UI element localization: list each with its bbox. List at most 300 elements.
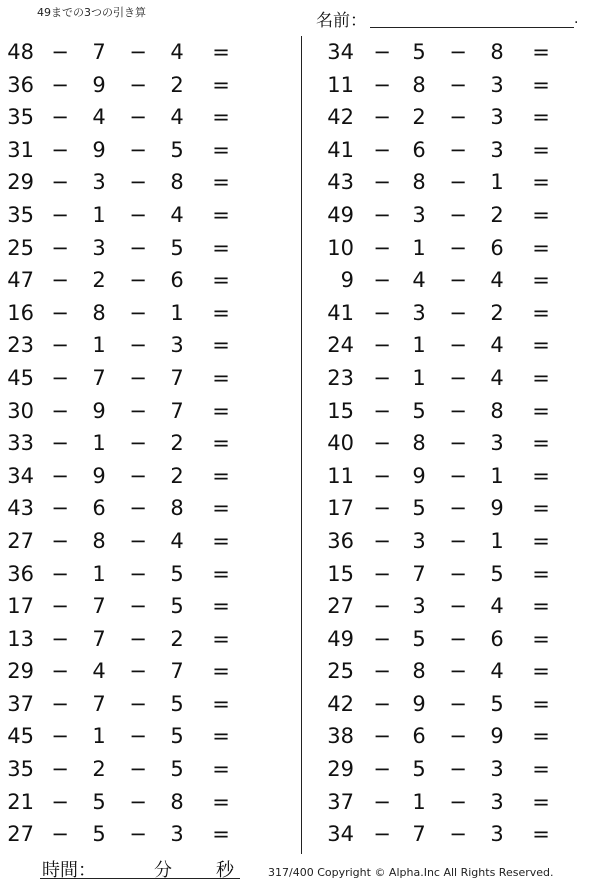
minus-sign: − [373,365,391,390]
equals-sign: = [532,202,550,227]
equals-sign: = [532,757,550,782]
minus-sign: − [129,528,147,553]
equals-sign: = [212,659,230,684]
minus-sign: − [51,40,69,64]
subtrahend-2: 2 [490,300,504,325]
problem-row [320,818,600,851]
minuend: 27 [327,594,354,619]
subtrahend-1: 9 [92,398,106,423]
subtrahend-1: 3 [412,528,426,553]
minuend: 36 [327,528,354,553]
minus-sign: − [449,659,467,684]
problem-row [0,786,300,819]
problem-row [0,492,300,525]
subtrahend-1: 7 [92,691,106,716]
minus-sign: − [449,561,467,586]
equals-sign: = [212,691,230,716]
subtrahend-2: 5 [490,691,504,716]
subtrahend-2: 3 [490,72,504,97]
minus-sign: − [449,202,467,227]
minus-sign: − [449,496,467,521]
subtrahend-2: 9 [490,724,504,749]
subtrahend-2: 4 [170,40,184,64]
equals-sign: = [212,789,230,814]
subtrahend-1: 8 [412,659,426,684]
equals-sign: = [212,822,230,847]
minuend: 36 [7,561,34,586]
minus-sign: − [373,528,391,553]
problem-row [0,558,300,591]
problem-row [0,623,300,656]
subtrahend-1: 7 [92,594,106,619]
minus-sign: − [449,105,467,130]
equals-sign: = [532,431,550,456]
subtrahend-2: 1 [490,463,504,488]
problem-row [320,525,600,558]
subtrahend-2: 3 [490,789,504,814]
problem-row [0,134,300,167]
minus-sign: − [129,235,147,260]
equals-sign: = [532,170,550,195]
subtrahend-1: 3 [412,300,426,325]
minuend: 33 [7,431,34,456]
minuend: 10 [327,235,354,260]
equals-sign: = [212,235,230,260]
subtrahend-2: 5 [170,757,184,782]
equals-sign: = [532,137,550,162]
subtrahend-2: 3 [490,822,504,847]
minus-sign: − [129,561,147,586]
minus-sign: − [449,268,467,293]
subtrahend-2: 8 [490,398,504,423]
subtrahend-1: 5 [412,757,426,782]
minus-sign: − [51,268,69,293]
equals-sign: = [212,202,230,227]
subtrahend-2: 5 [170,594,184,619]
minus-sign: − [51,528,69,553]
equals-sign: = [212,300,230,325]
minuend: 48 [7,40,34,64]
minus-sign: − [449,463,467,488]
subtrahend-2: 4 [490,365,504,390]
column-divider [301,36,302,854]
equals-sign: = [212,528,230,553]
minus-sign: − [373,300,391,325]
worksheet-title: 49までの3つの引き算 [37,6,146,19]
minus-sign: − [373,789,391,814]
minuend: 27 [7,528,34,553]
minus-sign: − [51,561,69,586]
minuend: 47 [7,268,34,293]
equals-sign: = [532,333,550,358]
equals-sign: = [532,72,550,97]
problem-row [320,362,600,395]
minuend: 9 [340,268,354,293]
subtrahend-2: 8 [490,40,504,64]
minus-sign: − [449,72,467,97]
minus-sign: − [373,594,391,619]
subtrahend-1: 1 [412,235,426,260]
minus-sign: − [449,40,467,64]
problem-row [320,655,600,688]
minus-sign: − [129,365,147,390]
problem-row [0,688,300,721]
equals-sign: = [212,626,230,651]
minus-sign: − [373,398,391,423]
minus-sign: − [373,691,391,716]
subtrahend-2: 5 [170,235,184,260]
subtrahend-1: 4 [92,659,106,684]
subtrahend-1: 3 [412,594,426,619]
minus-sign: − [51,496,69,521]
subtrahend-1: 7 [92,365,106,390]
subtrahend-2: 2 [490,202,504,227]
subtrahend-1: 5 [412,40,426,64]
minus-sign: − [373,40,391,64]
minuend: 45 [7,724,34,749]
subtrahend-2: 3 [170,333,184,358]
minus-sign: − [51,105,69,130]
minuend: 29 [7,659,34,684]
minus-sign: − [373,757,391,782]
subtrahend-2: 5 [170,724,184,749]
minus-sign: − [373,463,391,488]
subtrahend-2: 5 [170,561,184,586]
time-underline [40,878,240,879]
minus-sign: − [51,300,69,325]
equals-sign: = [532,626,550,651]
minuend: 25 [7,235,34,260]
minus-sign: − [373,72,391,97]
minus-sign: − [129,202,147,227]
minuend: 36 [7,72,34,97]
minuend: 38 [327,724,354,749]
minus-sign: − [373,170,391,195]
minuend: 29 [327,757,354,782]
subtrahend-2: 8 [170,170,184,195]
minus-sign: − [129,72,147,97]
minuend: 34 [327,822,354,847]
equals-sign: = [212,757,230,782]
minus-sign: − [449,594,467,619]
subtrahend-1: 8 [412,72,426,97]
minuend: 30 [7,398,34,423]
minuend: 13 [7,626,34,651]
minutes-label: 分 [154,860,172,881]
equals-sign: = [532,528,550,553]
minuend: 34 [7,463,34,488]
equals-sign: = [212,431,230,456]
subtrahend-2: 8 [170,496,184,521]
minus-sign: − [129,594,147,619]
minus-sign: − [129,626,147,651]
equals-sign: = [212,365,230,390]
minuend: 42 [327,691,354,716]
minus-sign: − [449,333,467,358]
equals-sign: = [212,496,230,521]
problem-row [320,786,600,819]
problem-row [0,329,300,362]
equals-sign: = [212,137,230,162]
minuend: 25 [327,659,354,684]
minus-sign: − [51,202,69,227]
minus-sign: − [51,398,69,423]
minus-sign: − [129,398,147,423]
problem-row [0,264,300,297]
minus-sign: − [129,268,147,293]
problem-row [0,720,300,753]
minus-sign: − [373,105,391,130]
subtrahend-2: 5 [170,691,184,716]
minus-sign: − [129,463,147,488]
subtrahend-2: 3 [490,105,504,130]
minus-sign: − [51,594,69,619]
subtrahend-1: 9 [412,691,426,716]
minus-sign: − [449,398,467,423]
problem-row [320,329,600,362]
minuend: 49 [327,202,354,227]
minus-sign: − [129,137,147,162]
subtrahend-2: 4 [170,202,184,227]
subtrahend-2: 4 [490,333,504,358]
minuend: 16 [7,300,34,325]
minus-sign: − [449,691,467,716]
subtrahend-2: 4 [490,659,504,684]
minuend: 27 [7,822,34,847]
subtrahend-2: 1 [170,300,184,325]
subtrahend-2: 4 [490,594,504,619]
minus-sign: − [51,691,69,716]
problem-row [320,36,600,69]
subtrahend-1: 1 [412,333,426,358]
problem-row [320,232,600,265]
problem-row [0,101,300,134]
time-label: 時間： [42,860,96,881]
problem-row [0,199,300,232]
subtrahend-1: 5 [92,822,106,847]
subtrahend-2: 2 [170,463,184,488]
problem-row [320,264,600,297]
equals-sign: = [212,398,230,423]
minuend: 24 [327,333,354,358]
subtrahend-2: 1 [490,528,504,553]
minus-sign: − [373,561,391,586]
name-blank-line[interactable] [370,27,574,28]
subtrahend-1: 1 [92,724,106,749]
problem-row [320,753,600,786]
minuend: 42 [327,105,354,130]
subtrahend-2: 5 [170,137,184,162]
minus-sign: − [51,431,69,456]
equals-sign: = [212,561,230,586]
problem-row [320,623,600,656]
equals-sign: = [532,235,550,260]
minus-sign: − [51,626,69,651]
problem-row [320,166,600,199]
subtrahend-1: 6 [92,496,106,521]
equals-sign: = [212,40,230,64]
minus-sign: − [51,789,69,814]
problem-row [0,818,300,851]
minus-sign: − [129,822,147,847]
subtrahend-1: 5 [412,626,426,651]
subtrahend-1: 1 [92,561,106,586]
minus-sign: − [373,268,391,293]
minus-sign: − [373,626,391,651]
problem-row [320,460,600,493]
minus-sign: − [51,822,69,847]
minus-sign: − [449,170,467,195]
subtrahend-1: 8 [412,170,426,195]
subtrahend-2: 4 [170,105,184,130]
problem-column-right [320,36,600,851]
subtrahend-1: 1 [92,202,106,227]
minuend: 11 [327,463,354,488]
subtrahend-1: 3 [92,235,106,260]
problem-row [320,101,600,134]
minuend: 35 [7,202,34,227]
subtrahend-2: 6 [490,626,504,651]
minus-sign: − [449,822,467,847]
minus-sign: − [373,235,391,260]
minuend: 49 [327,626,354,651]
minus-sign: − [373,431,391,456]
problem-row [320,590,600,623]
minus-sign: − [449,235,467,260]
problem-row [320,427,600,460]
equals-sign: = [532,268,550,293]
equals-sign: = [212,105,230,130]
problem-column-left [0,36,300,851]
minus-sign: − [129,496,147,521]
subtrahend-1: 2 [92,268,106,293]
minus-sign: − [449,365,467,390]
minus-sign: − [373,659,391,684]
subtrahend-2: 8 [170,789,184,814]
subtrahend-2: 3 [490,757,504,782]
subtrahend-1: 5 [412,496,426,521]
minus-sign: − [51,72,69,97]
subtrahend-1: 2 [412,105,426,130]
problem-row [0,362,300,395]
equals-sign: = [532,561,550,586]
minuend: 37 [327,789,354,814]
minus-sign: − [129,300,147,325]
subtrahend-1: 8 [412,431,426,456]
subtrahend-2: 3 [490,431,504,456]
equals-sign: = [212,333,230,358]
copyright-text: 317/400 Copyright © Alpha.Inc All Rights Reserved. [268,866,554,879]
minus-sign: − [373,202,391,227]
problem-row [0,655,300,688]
subtrahend-1: 3 [412,202,426,227]
equals-sign: = [212,170,230,195]
problem-row [0,232,300,265]
minuend: 40 [327,431,354,456]
minuend: 43 [7,496,34,521]
name-period: . [574,11,579,27]
minus-sign: − [129,105,147,130]
minus-sign: − [449,137,467,162]
problem-row [0,297,300,330]
minuend: 35 [7,105,34,130]
subtrahend-1: 8 [92,300,106,325]
minuend: 15 [327,398,354,423]
minuend: 45 [7,365,34,390]
problem-row [0,427,300,460]
subtrahend-1: 9 [92,137,106,162]
minus-sign: − [449,724,467,749]
minuend: 41 [327,300,354,325]
problem-row [0,525,300,558]
subtrahend-2: 7 [170,398,184,423]
minus-sign: − [449,431,467,456]
subtrahend-2: 4 [490,268,504,293]
minus-sign: − [373,333,391,358]
subtrahend-2: 9 [490,496,504,521]
problem-row [0,166,300,199]
subtrahend-1: 7 [412,822,426,847]
problem-row [0,36,300,69]
minus-sign: − [51,659,69,684]
minus-sign: − [373,822,391,847]
subtrahend-2: 3 [490,137,504,162]
minuend: 29 [7,170,34,195]
subtrahend-2: 7 [170,365,184,390]
minuend: 37 [7,691,34,716]
minuend: 34 [327,40,354,64]
minus-sign: − [129,691,147,716]
minus-sign: − [373,724,391,749]
equals-sign: = [532,789,550,814]
equals-sign: = [532,300,550,325]
minus-sign: − [129,757,147,782]
problem-row [0,460,300,493]
minuend: 23 [7,333,34,358]
minus-sign: − [129,724,147,749]
subtrahend-2: 2 [170,431,184,456]
subtrahend-2: 7 [170,659,184,684]
minus-sign: − [129,659,147,684]
subtrahend-1: 7 [412,561,426,586]
equals-sign: = [532,724,550,749]
equals-sign: = [532,594,550,619]
equals-sign: = [532,365,550,390]
minuend: 17 [327,496,354,521]
subtrahend-2: 2 [170,72,184,97]
minus-sign: − [129,789,147,814]
equals-sign: = [212,463,230,488]
minus-sign: − [129,40,147,64]
problem-row [320,395,600,428]
equals-sign: = [212,268,230,293]
minus-sign: − [51,170,69,195]
minuend: 35 [7,757,34,782]
minus-sign: − [51,724,69,749]
problem-row [320,199,600,232]
minus-sign: − [51,235,69,260]
subtrahend-1: 9 [412,463,426,488]
minus-sign: − [129,431,147,456]
subtrahend-1: 9 [92,463,106,488]
problem-row [0,69,300,102]
equals-sign: = [532,398,550,423]
subtrahend-2: 3 [170,822,184,847]
minus-sign: − [129,333,147,358]
minus-sign: − [449,528,467,553]
minus-sign: − [51,333,69,358]
minuend: 21 [7,789,34,814]
